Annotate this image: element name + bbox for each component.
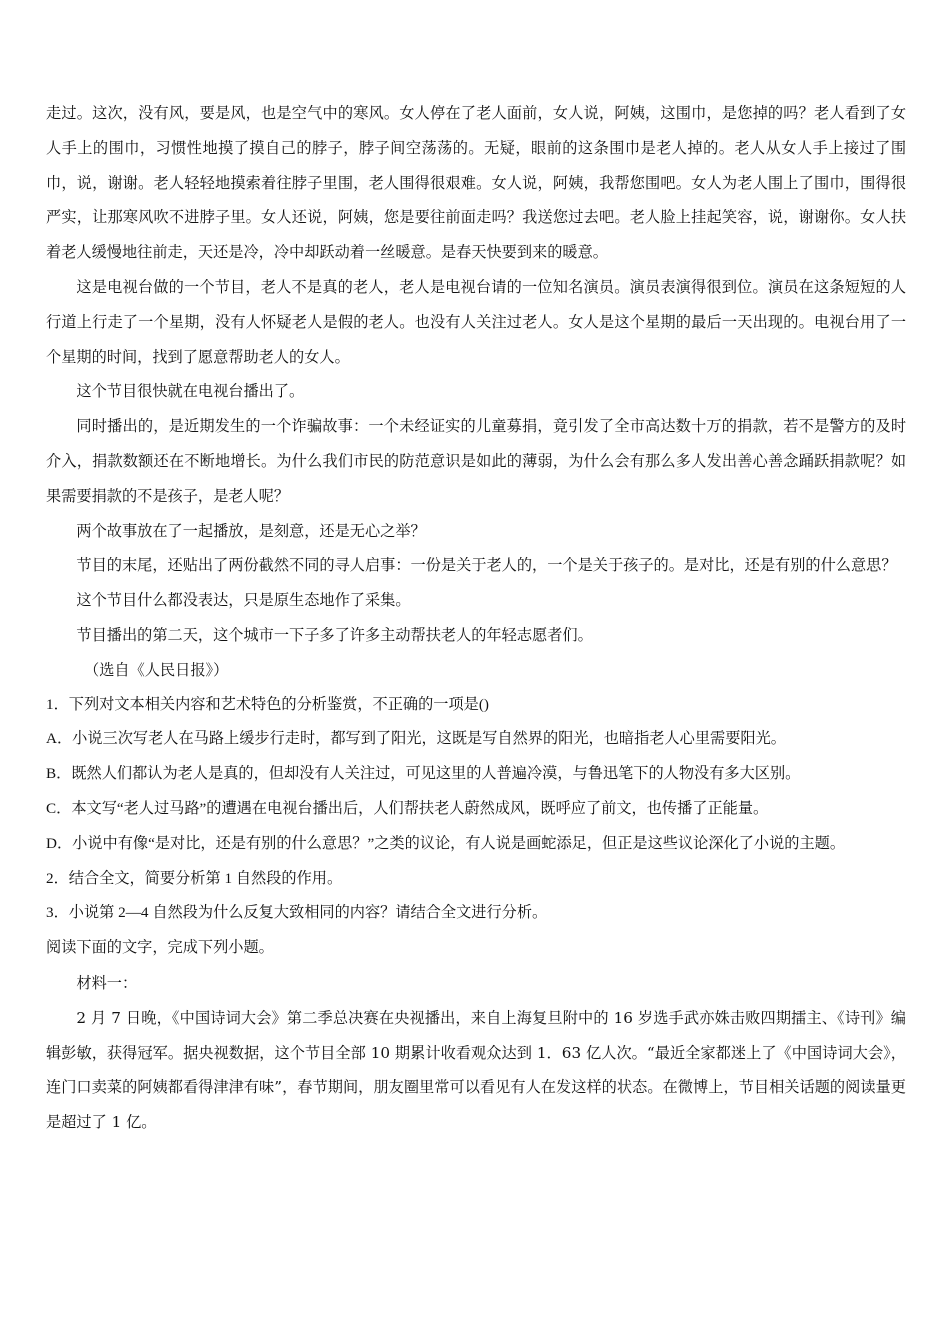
question-1-option-c: C．本文写“老人过马路”的遭遇在电视台播出后，人们帮扶老人蔚然成风，既呼应了前文，也传播了正能量。 — [46, 799, 769, 817]
question-1-option-b: B．既然人们都认为老人是真的，但却没有人关注过，可见这里的人普遍冷漠，与鲁迅笔下的人物没有多大区别。 — [46, 765, 801, 783]
story-source: （选自《人民日报》） — [84, 660, 229, 679]
reading-intro: 阅读下面的文字，完成下列小题。 — [46, 939, 274, 957]
question-2: 2．结合全文，简要分析第 1 自然段的作用。 — [46, 869, 343, 887]
story-paragraph-fraud: 同时播出的，是近期发生的一个诈骗故事：一个未经证实的儿童募捐，竟引发了全市高达数十万的捐款，若不是警方的及时介入，捐款数额还在不断地增长。为什么我们市民的防范意识是如此的薄弱，为什么会有那么多人发出善心善念踊跃捐款呢？如果需要捐款的不是孩子，是老人呢？ — [46, 417, 906, 505]
question-3: 3．小说第 2—4 自然段为什么反复大致相同的内容？请结合全文进行分析。 — [46, 904, 548, 922]
question-1-option-a: A．小说三次写老人在马路上缓步行走时，都写到了阳光，这既是写自然界的阳光，也暗指老人心里需要阳光。 — [46, 730, 786, 748]
story-paragraph-together: 两个故事放在了一起播放，是刻意，还是无心之举？ — [76, 521, 426, 540]
question-1: 1．下列对文本相关内容和艺术特色的分析鉴赏，不正确的一项是() — [46, 695, 489, 713]
question-1-option-d: D．小说中有像“是对比，还是有别的什么意思？”之类的议论，有人说是画蛇添足，但正是这些议论深化了小说的主题。 — [46, 834, 846, 852]
story-paragraph-broadcast: 这个节目很快就在电视台播出了。 — [76, 382, 305, 401]
story-paragraph-tv-program: 这是电视台做的一个节目，老人不是真的老人，老人是电视台请的一位知名演员。演员表演得很到位。演员在这条短短的人行道上行走了一个星期，没有人怀疑老人是假的老人。也没有人关注过老人。女人是这个星期的最后一天出现的。电视台用了一个星期的时间，找到了愿意帮助老人的女人。 — [46, 277, 906, 366]
material-label: 材料一： — [76, 973, 138, 992]
story-paragraph-nothing: 这个节目什么都没表达，只是原生态地作了采集。 — [76, 591, 411, 610]
story-paragraph-continued: 走过。这次，没有风，要是风，也是空气中的寒风。女人停在了老人面前，女人说，阿姨，这围巾，是您掉的吗？老人看到了女人手上的围巾，习惯性地摸了摸自己的脖子，脖子间空荡荡的。无疑，眼前的这条围巾是老人掉的。老人从女人手上接过了围巾，说，谢谢。老人轻轻地摸索着往脖子里围，老人围得很艰难。女人说，阿姨，我帮您围吧。女人为老人围上了围巾，围得很严实，让那寒风吹不进脖子里。女人还说，阿姨，您是要往前面走吗？我送您过去吧。老人脸上挂起笑容，说，谢谢你。女人扶着老人缓慢地往前走，天还是冷，冷中却跃动着一丝暖意。是春天快要到来的暖意。 — [46, 104, 906, 262]
material-paragraph-1: 2 月 7 日晚，《中国诗词大会》第二季总决赛在央视播出，来自上海复旦附中的 16 岁选手武亦姝击败四期擂主、《诗刊》编辑彭敏，获得冠军。据央视数据，这个节目全部 10 期累计收看观众达到 1．63 亿人次。“最近全家都迷上了《中国诗词大会》，连门口卖菜的阿姨都看得津津有味”，春节期间，朋友圈里常可以看见有人在发这样的状态。在微博上，节目相关话题的阅读量更是超过了 1 亿。 — [46, 1008, 906, 1132]
story-paragraph-ending: 节目的末尾，还贴出了两份截然不同的寻人启事：一份是关于老人的，一个是关于孩子的。是对比，还是有别的什么意思？ — [76, 556, 897, 575]
document-page — [46, 96, 906, 1140]
story-paragraph-volunteers: 节目播出的第二天，这个城市一下子多了许多主动帮扶老人的年轻志愿者们。 — [76, 625, 593, 644]
